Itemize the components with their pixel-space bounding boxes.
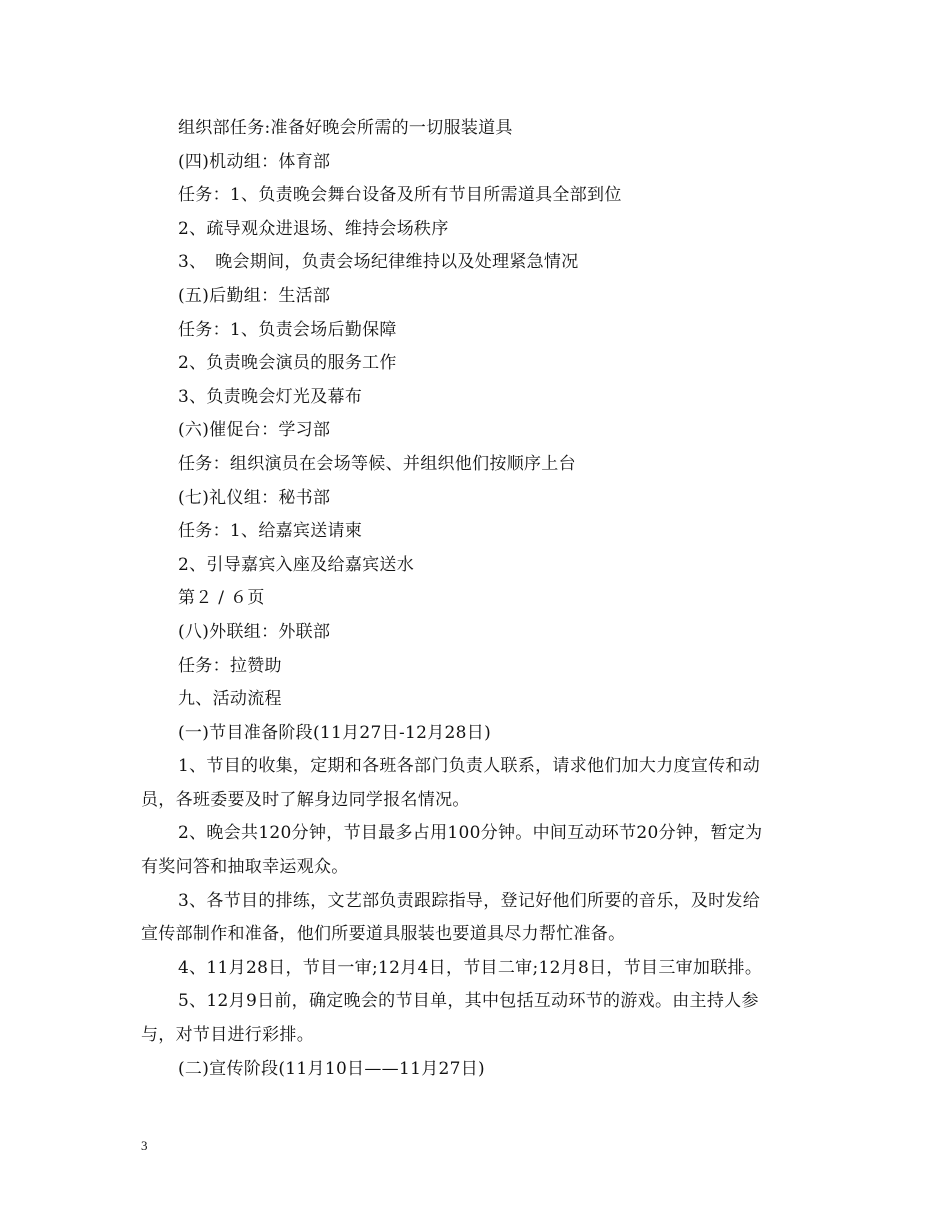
text-line: 2、引导嘉宾入座及给嘉宾送水 bbox=[178, 554, 415, 575]
section-heading-stage-one: (一)节目准备阶段(11月27日-12月28日) bbox=[178, 722, 491, 743]
document-body bbox=[141, 112, 818, 1086]
section-heading-liyi: (七)礼仪组：秘书部 bbox=[178, 487, 331, 508]
text-line: 任务：1、负责晚会舞台设备及所有节目所需道具全部到位 bbox=[178, 185, 622, 206]
paragraph-3 bbox=[141, 885, 818, 952]
paragraph-line: 5、12月9日前，确定晚会的节目单，其中包括互动环节的游戏。由主持人参 bbox=[178, 991, 759, 1012]
paragraph-2 bbox=[141, 817, 818, 884]
section-heading-wailian: (八)外联组：外联部 bbox=[178, 621, 331, 642]
paragraph-line: 1、节目的收集，定期和各班各部门负责人联系，请求他们加大力度宣传和动 bbox=[178, 756, 761, 777]
paragraph-4 bbox=[178, 952, 818, 986]
text-line: 3、 晚会期间，负责会场纪律维持以及处理紧急情况 bbox=[178, 252, 579, 273]
paragraph-5 bbox=[141, 985, 818, 1052]
paragraph-line: 2、晚会共120分钟，节目最多占用100分钟。中间互动环节20分钟，暂定为 bbox=[178, 823, 763, 844]
text-line: 组织部任务:准备好晚会所需的一切服装道具 bbox=[178, 118, 513, 138]
paragraph-line: 3、各节目的排练，文艺部负责跟踪指导，登记好他们所要的音乐，及时发给 bbox=[178, 890, 761, 911]
paragraph-1 bbox=[141, 750, 818, 817]
paragraph-line: 员，各班委要及时了解身边同学报名情况。 bbox=[141, 789, 470, 810]
text-line: 任务：1、负责会场后勤保障 bbox=[178, 319, 397, 340]
paragraph-line: 4、11月28日，节目一审;12月4日，节目二审;12月8日，节目三审加联排。 bbox=[178, 957, 763, 978]
text-line: 任务：拉赞助 bbox=[178, 655, 282, 676]
paragraph-line: 有奖问答和抽取幸运观众。 bbox=[141, 857, 349, 878]
text-line: 任务：组织演员在会场等候、并组织他们按顺序上台 bbox=[178, 453, 576, 474]
paragraph-line: 与，对节目进行彩排。 bbox=[141, 1025, 314, 1046]
paragraph-line: 宣传部制作和准备，他们所要道具服装也要道具尽力帮忙准备。 bbox=[141, 924, 626, 945]
section-heading-cuicu: (六)催促台：学习部 bbox=[178, 420, 331, 441]
text-line: 2、负责晚会演员的服务工作 bbox=[178, 353, 397, 374]
inline-page-marker: 第２ / ６页 bbox=[178, 588, 265, 609]
text-line: 2、疏导观众进退场、维持会场秩序 bbox=[178, 218, 449, 239]
section-heading-houqin: (五)后勤组：生活部 bbox=[178, 285, 331, 306]
text-line: 3、负责晚会灯光及幕布 bbox=[178, 386, 363, 407]
section-heading-jidong: (四)机动组：体育部 bbox=[178, 151, 331, 172]
text-line: 任务：1、给嘉宾送请柬 bbox=[178, 521, 363, 542]
page-number: 3 bbox=[141, 1138, 148, 1153]
section-heading-process: 九、活动流程 bbox=[178, 689, 282, 710]
section-heading-stage-two: (二)宣传阶段(11月10日——11月27日) bbox=[178, 1058, 485, 1079]
